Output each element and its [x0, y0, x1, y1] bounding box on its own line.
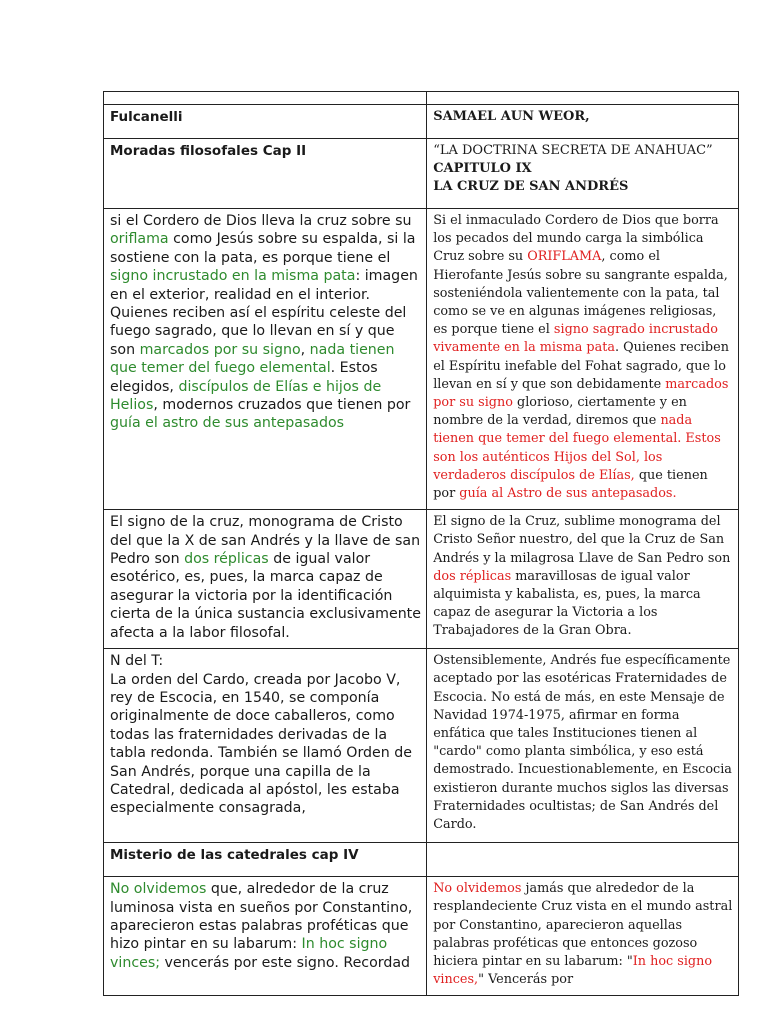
passage-right	[427, 877, 739, 996]
author-header-row	[104, 105, 739, 139]
text-run: Ostensiblemente, Andrés fue específicamente aceptado por las esotéricas Fraternidades de Escocia. No está de más, en este Mensaje de Navidad 1974-1975, afirmar en forma enfática que tales Instituciones tienen al "cardo" como planta simbólica, y eso está demostrado. Incuestionablemente, en Escocia existieron durante muchos siglos las diversas Fraternidades ocultistas; de San Andrés del Cardo.	[433, 653, 732, 832]
highlight-green-text: discípulos de Elías e hijos de Helios	[110, 378, 382, 414]
highlight-green-text: marcados por su signo	[139, 341, 301, 358]
text-run: maravillosas de igual valor alquimista y kabalista, es, pues, la marca capaz de asegurar la Victoria a los Trabajadores de la Gran Obra.	[433, 568, 701, 639]
text-run: , como el Hierofante Jesús sobre su sangrante espalda, sosteniéndola valientemente con la pata, tal como se ve en algunas imágenes religiosas, es porque tiene el	[433, 249, 728, 338]
text-run: que tienen por	[433, 467, 708, 502]
passage-right	[427, 209, 739, 510]
author-right: SAMAEL AUN WEOR,	[427, 105, 739, 139]
work-title-right-line2: CAPITULO IX	[433, 161, 532, 177]
highlight-green-text: No olvidemos	[110, 881, 207, 898]
highlight-red-text: marcados por su signo	[433, 376, 729, 411]
highlight-green-text: guía el astro de sus antepasados	[110, 415, 345, 432]
comparison-table	[103, 91, 739, 996]
text-row	[104, 209, 739, 510]
text-run: vencerás por este signo. Recordad	[160, 954, 411, 971]
work-title-row	[104, 139, 739, 209]
work-title-right-line1: “LA DOCTRINA SECRETA DE ANAHUAC”	[433, 143, 713, 158]
work-title-left: Moradas filosofales Cap II	[104, 139, 427, 209]
text-run: que, alrededor de la cruz luminosa vista en sueños por Constantino, aparecieron estas palabras proféticas que hizo pintar en su labarum:	[110, 881, 413, 953]
passage-left	[104, 209, 427, 510]
text-run: si el Cordero de Dios lleva la cruz sobre su	[110, 213, 412, 229]
highlight-red-text: In hoc signo vinces,	[433, 953, 713, 988]
text-row	[104, 877, 739, 996]
empty-top-row	[104, 92, 739, 105]
text-run: El signo de la cruz, monograma de Cristo del que la X de san Andrés y la llave de san Pedro son	[110, 514, 421, 568]
text-run: ,	[300, 341, 310, 358]
text-run: El signo de la Cruz, sublime monograma del Cristo Señor nuestro, del que la Cruz de San Andrés y la milagrosa Llave de San Pedro son	[433, 514, 731, 566]
text-run: . Estos elegidos,	[110, 360, 378, 395]
text-run: como Jesús sobre su espalda, si la sostiene con la pata, es porque tiene el	[110, 231, 416, 266]
text-run: Si el inmaculado Cordero de Dios que borra los pecados del mundo carga la simbólica Cruz sobre su	[433, 213, 719, 265]
section-title-left: Misterio de las catedrales cap IV	[104, 843, 427, 877]
passage-right	[427, 649, 739, 843]
highlight-red-text: ORIFLAMA	[527, 249, 602, 265]
highlight-red-text: guía al Astro de sus antepasados.	[459, 486, 677, 502]
text-run: N del T:	[110, 653, 164, 670]
passage-left	[104, 877, 427, 996]
highlight-green-text: In hoc signo vinces;	[110, 936, 388, 971]
section-title-right	[427, 843, 739, 877]
text-row	[104, 510, 739, 649]
highlight-red-text: nada tienen que temer del fuego elemental. Estos son los auténticos Hijos del Sol, los verdaderos discípulos de Elías,	[433, 413, 721, 483]
empty-cell-left	[104, 92, 427, 105]
passage-right	[427, 510, 739, 649]
passage-left	[104, 510, 427, 649]
text-row	[104, 649, 739, 843]
highlight-red-text: dos réplicas	[433, 568, 512, 584]
text-run: jamás que alrededor de la resplandeciente Cruz vista en el mundo astral por Constantino, aparecieron aquellas palabras proféticas que entonces gozoso hiciera pintar en su labarum: "	[433, 881, 733, 969]
text-run: . Quienes reciben el Espíritu inefable del Fohat sagrado, que lo llevan en sí y que son debidamente	[433, 340, 729, 392]
text-run: " Vencerás por	[478, 972, 574, 988]
work-title-right-line3: LA CRUZ DE SAN ANDRÉS	[433, 179, 629, 195]
passage-left	[104, 649, 427, 843]
highlight-green-text: signo incrustado en la misma pata	[110, 268, 356, 285]
author-left: Fulcanelli	[104, 105, 427, 139]
section-title-row	[104, 843, 739, 877]
text-run: glorioso, ciertamente y en nombre de la verdad, diremos que	[433, 395, 687, 429]
text-run: : imagen en el exterior, realidad en el interior. Quienes reciben así el espíritu celeste del fuego sagrado, que lo llevan en sí y que son	[110, 268, 418, 358]
highlight-green-text: oriflama	[110, 231, 169, 248]
highlight-red-text: No olvidemos	[433, 881, 522, 897]
highlight-green-text: dos réplicas	[184, 551, 269, 568]
work-title-right	[427, 139, 739, 209]
text-run: , modernos cruzados que tienen por	[153, 397, 411, 414]
empty-cell-right	[427, 92, 739, 105]
text-run: La orden del Cardo, creada por Jacobo V, rey de Escocia, en 1540, se componía originalmente de doce caballeros, como todas las fraternidades derivadas de la tabla redonda. También se llamó Orden de San Andrés, porque una capilla de la Catedral, dedicada al apóstol, les estaba especialmente consagrada,	[110, 671, 413, 817]
highlight-red-text: signo sagrado incrustado vivamente en la misma pata	[433, 322, 718, 356]
text-run: de igual valor esotérico, es, pues, la marca capaz de asegurar la victoria por la identificación cierta de la única sustancia exclusivamente afecta a la labor filosofal.	[110, 551, 421, 641]
highlight-green-text: nada tienen que temer del fuego elemental	[110, 341, 395, 377]
